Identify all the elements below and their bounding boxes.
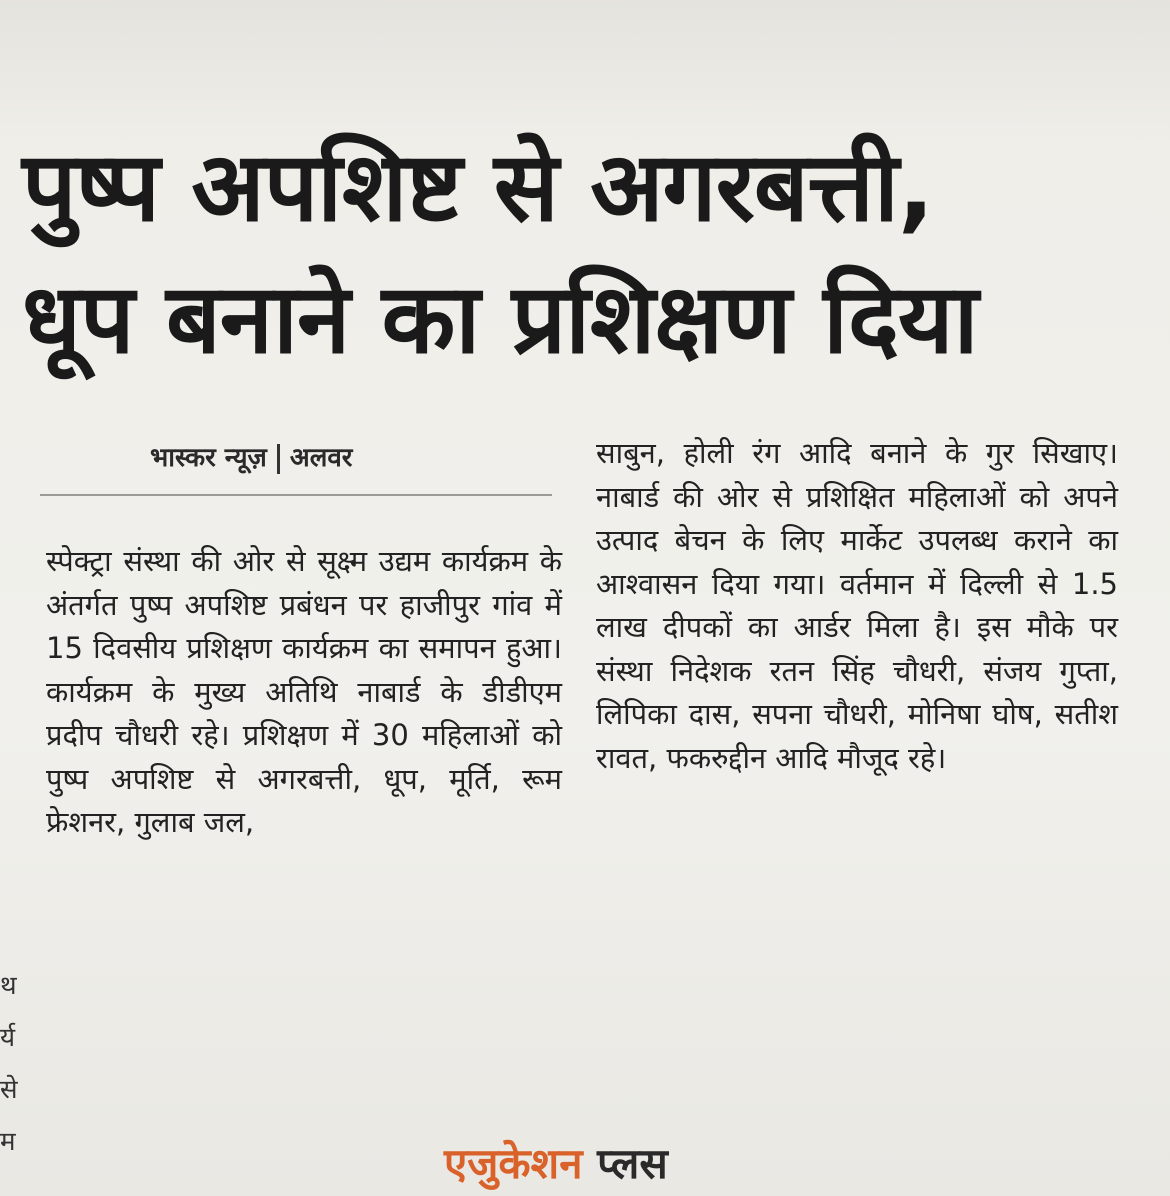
margin-fragment: थ bbox=[0, 971, 17, 1001]
byline-divider bbox=[277, 444, 280, 474]
adjacent-article-fragment bbox=[0, 960, 24, 1168]
article-column-right bbox=[596, 432, 1118, 780]
article-paragraph-right: साबुन, होली रंग आदि बनाने के गुर सिखाए। नाबार्ड की ओर से प्रशिक्षित महिलाओं को अपने उत्पाद बेचन के लिए मार्केट उपलब्ध कराने का आश्वासन दिया गया। वर्तमान में दिल्ली से 1.5 लाख दीपकों का आर्डर मिला है। इस मौके पर संस्था निदेशक रतन सिंह चौधरी, संजय गुप्ता, लिपिका दास, सपना चौधरी, मोनिषा घोष, सतीश रावत, फकरुद्दीन आदि मौजूद रहे। bbox=[596, 436, 1118, 775]
article-column-left bbox=[46, 540, 562, 845]
headline bbox=[22, 121, 1142, 385]
section-brand-plain: प्लस bbox=[597, 1139, 668, 1188]
article-paragraph-left: स्पेक्ट्रा संस्था की ओर से सूक्ष्म उद्यम कार्यक्रम के अंतर्गत पुष्प अपशिष्ट प्रबंधन पर हाजीपुर गांव में 15 दिवसीय प्रशिक्षण कार्यक्रम का समापन हुआ। कार्यक्रम के मुख्य अतिथि नाबार्ड के डीडीएम प्रदीप चौधरी रहे। प्रशिक्षण में 30 महिलाओं को पुष्प अपशिष्ट से अगरबत्ती, धूप, मूर्ति, रूम फ्रेशनर, गुलाब जल, bbox=[46, 544, 562, 839]
section-brand-accent: एजुकेशन bbox=[444, 1139, 583, 1188]
section-brand bbox=[444, 1134, 668, 1191]
byline-rule bbox=[40, 494, 552, 496]
margin-fragment: से bbox=[0, 1075, 18, 1105]
margin-fragment: म bbox=[0, 1127, 16, 1157]
byline-source: भास्कर न्यूज़ bbox=[150, 443, 267, 473]
byline bbox=[150, 438, 352, 474]
headline-line-1: पुष्प अपशिष्ट से अगरबत्ती, bbox=[22, 131, 934, 244]
headline-line-2: धूप बनाने का प्रशिक्षण दिया bbox=[22, 263, 978, 376]
margin-fragment: र्य bbox=[0, 1023, 16, 1053]
byline-location: अलवर bbox=[289, 443, 353, 473]
